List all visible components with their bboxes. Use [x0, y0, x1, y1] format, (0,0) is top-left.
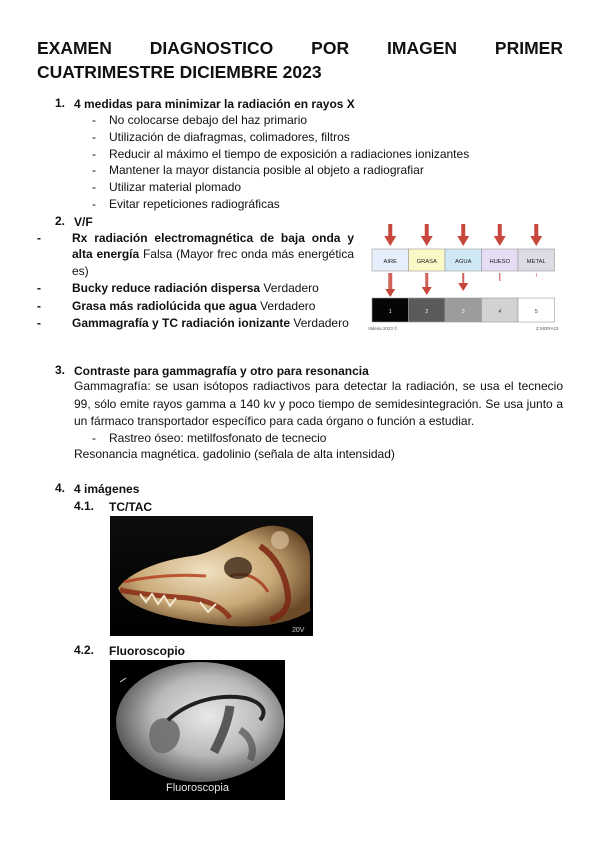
q4-number: 4.	[55, 481, 66, 495]
exam-title-line2: CUATRIMESTRE DICIEMBRE 2023	[37, 62, 322, 82]
material-label: METAL	[526, 259, 546, 265]
vf-item	[37, 298, 354, 314]
list-item: - No colocarse debajo del haz primario	[92, 112, 469, 129]
q1-list	[92, 112, 469, 213]
q2-heading: V/F	[74, 215, 93, 229]
vf-statement: Gammagrafía y TC radiación ionizante	[72, 316, 291, 331]
material-label: GRASA	[416, 259, 437, 265]
q4-heading: 4 imágenes	[74, 482, 140, 496]
incident-arrow-shaft	[388, 224, 392, 238]
list-item: - Rastreo óseo: metilfosfonato de tecnecio	[92, 430, 326, 447]
list-item: - Utilización de diafragmas, colimadores, filtros	[92, 129, 469, 146]
diagram-caption-right: Z.MORA23	[536, 326, 559, 331]
density-number: 1	[388, 309, 392, 315]
q4-sub1-number: 4.1.	[74, 499, 95, 513]
vf-statement: Bucky reduce radiación dispersa	[72, 281, 261, 296]
vf-answer: Verdadero	[290, 316, 349, 331]
vf-answer: Verdadero	[260, 281, 319, 296]
radiodensity-diagram	[366, 222, 564, 334]
incident-arrow-shaft	[534, 224, 538, 238]
transmitted-arrow-shaft	[536, 273, 537, 277]
list-item: - Utilizar material plomado	[92, 179, 469, 196]
q3-list	[92, 430, 326, 447]
list-item: - Mantener la mayor distancia posible al objeto a radiografiar	[92, 162, 469, 179]
vf-statement: Rx radiación electromagnética de baja onda y alta energía	[72, 231, 354, 262]
vf-statement: Grasa más radiolúcida que agua	[72, 298, 257, 313]
q3-paragraph-gammagrafia: Gammagrafía: se usan isótopos radiactivos para detectar la radiación, se usa el tecnecio 99, sólo emite rayos gamma a 140 kv y poco tiempo de semidesintegración. Se usa junto a un fármaco transportador específico para cada órgano o función a estudiar.	[74, 379, 563, 428]
q1-number: 1.	[55, 96, 66, 110]
incident-arrow-shaft	[425, 224, 429, 238]
density-number: 2	[425, 309, 429, 315]
q2-number: 2.	[55, 214, 66, 228]
list-item: - Evitar repeticiones radiográficas	[92, 196, 469, 213]
incident-arrow-shaft	[498, 224, 502, 238]
vf-item	[37, 280, 354, 296]
vf-answer: Falsa (Mayor frec onda más energética es)	[72, 247, 354, 278]
transmitted-arrow-shaft	[425, 273, 428, 289]
q3-heading: Contraste para gammagrafía y otro para resonancia	[74, 364, 369, 378]
q4-sub1-label: TC/TAC	[109, 500, 153, 514]
q3-number: 3.	[55, 363, 66, 377]
transmitted-arrow-shaft	[499, 273, 500, 281]
material-label: AGUA	[455, 259, 472, 265]
incident-arrow-shaft	[461, 224, 465, 238]
exam-title-line1: EXAMEN DIAGNOSTICO POR IMAGEN PRIMER	[37, 38, 563, 58]
vf-item	[37, 315, 354, 331]
list-item: - Reducir al máximo el tiempo de exposición a radiaciones ionizantes	[92, 146, 469, 163]
transmitted-arrow-shaft	[388, 273, 392, 291]
fluoroscopy-image	[110, 660, 285, 800]
density-number: 3	[461, 309, 465, 315]
vf-answer: Verdadero	[256, 298, 316, 313]
density-number: 5	[534, 309, 538, 315]
vf-item	[37, 230, 354, 279]
q4-sub2-label: Fluoroscopio	[109, 644, 185, 658]
ct-skull-image	[110, 516, 313, 636]
diagram-caption-left: Valeria 2023 ©	[368, 326, 398, 331]
fluoroscopy-caption: Fluoroscopia	[166, 782, 229, 794]
material-label: AIRE	[383, 259, 398, 265]
material-label: HUESO	[489, 259, 511, 265]
q1-heading: 4 medidas para minimizar la radiación en rayos X	[74, 97, 355, 111]
density-number: 4	[498, 309, 502, 315]
q4-sub2-number: 4.2.	[74, 643, 95, 657]
q3-paragraph-resonancia: Resonancia magnética. gadolinio (señala de alta intensidad)	[74, 447, 395, 461]
vf-list	[37, 230, 354, 332]
ct-corner-text: 20V	[292, 627, 305, 634]
